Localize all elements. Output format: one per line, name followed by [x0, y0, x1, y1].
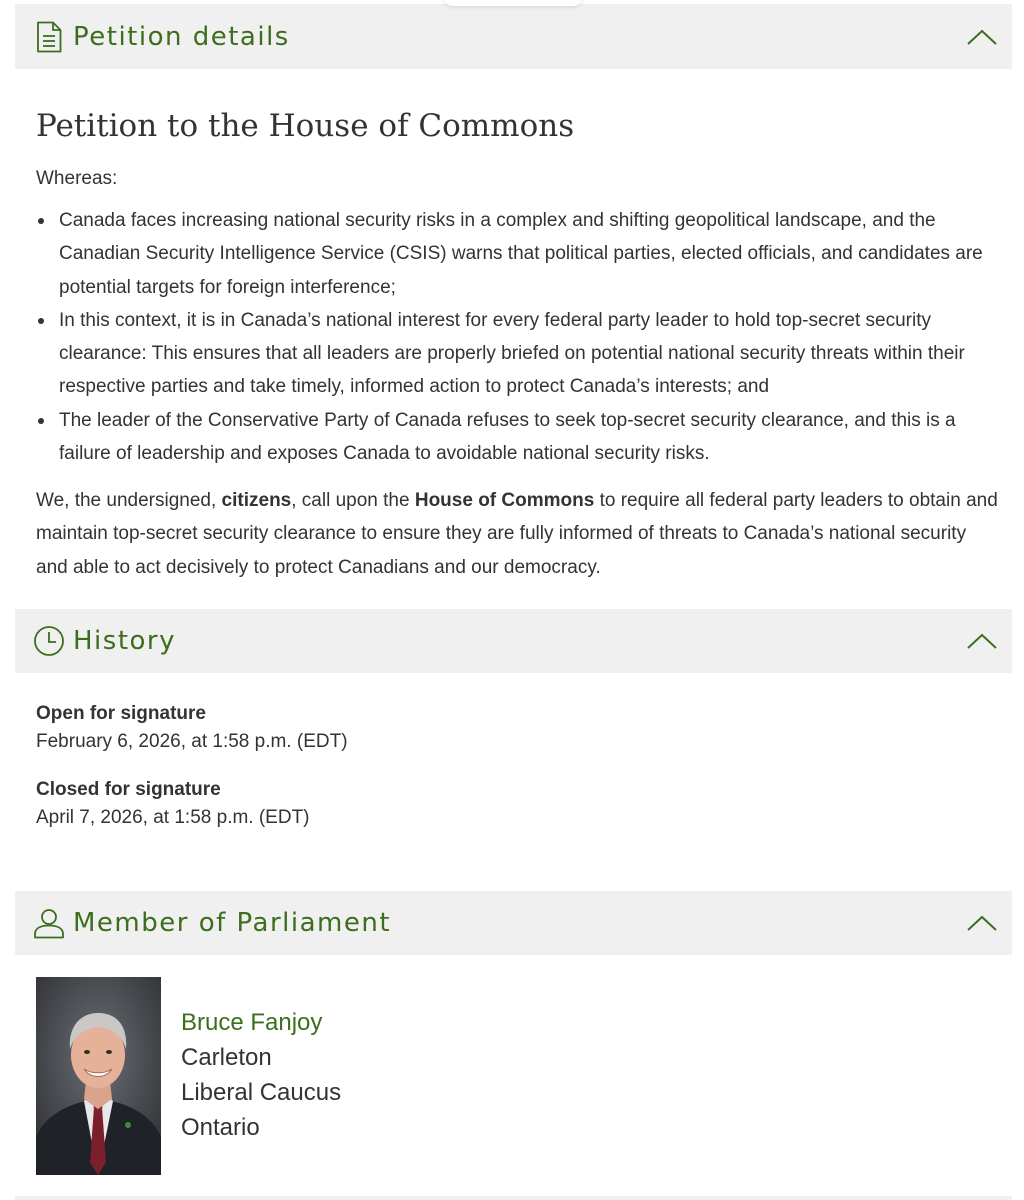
chevron-up-icon[interactable]: [966, 27, 998, 47]
whereas-list: [36, 204, 996, 470]
petition-details-header[interactable]: [15, 4, 1012, 69]
history-closed-label: Closed for signature: [36, 779, 221, 800]
mp-caucus: Liberal Caucus: [181, 1079, 342, 1106]
prayer-bold-house: House of Commons: [414, 490, 595, 511]
section-title: Member of Parliament: [73, 908, 392, 938]
section-title: Petition details: [73, 21, 290, 52]
prayer-bold-citizens: citizens: [221, 490, 292, 511]
member-of-parliament-header[interactable]: [15, 891, 1012, 955]
mp-riding: Carleton: [181, 1044, 272, 1071]
divider: [15, 1196, 1012, 1200]
clock-icon: [33, 625, 65, 657]
history-closed-date: April 7, 2026, at 1:58 p.m. (EDT): [36, 807, 310, 828]
history-header[interactable]: [15, 609, 1012, 673]
prayer-text: , call upon the: [291, 490, 415, 511]
history-open-date: February 6, 2026, at 1:58 p.m. (EDT): [36, 731, 348, 752]
person-icon: [33, 907, 65, 939]
list-item: Canada faces increasing national security risks in a complex and shifting geopolitical landscape, and the Canadian Security Intelligence Service (CSIS) warns that political parties, elected officials, and candidates are potential targets for foreign interference;: [36, 204, 996, 304]
mp-province: Ontario: [181, 1114, 260, 1141]
list-item: The leader of the Conservative Party of Canada refuses to seek top-secret security clearance, and this is a failure of leadership and exposes Canada to avoidable national security risks.: [36, 404, 996, 471]
prayer-text: to require all federal party leaders to obtain and maintain top-secret security clearance to ensure they are fully informed of threats to Canada’s national security and able to act decisively to protect Canadians and our democracy.: [36, 490, 998, 578]
section-title: History: [73, 626, 176, 656]
prayer-text: We, the undersigned,: [36, 490, 222, 511]
chevron-up-icon[interactable]: [966, 913, 998, 933]
mp-name-link[interactable]: Bruce Fanjoy: [181, 1009, 323, 1036]
mp-info: [181, 1005, 341, 1145]
whereas-label: Whereas:: [36, 168, 118, 189]
mp-photo[interactable]: [36, 977, 161, 1175]
document-icon: [33, 21, 65, 53]
history-open-label: Open for signature: [36, 703, 206, 724]
history-open: [36, 700, 348, 756]
prayer-paragraph: [36, 484, 998, 584]
list-item: In this context, it is in Canada’s national interest for every federal party leader to hold top-secret security clearance: This ensures that all leaders are properly briefed on potential national security threats within their respective parties and take timely, informed action to protect Canada’s interests; and: [36, 304, 996, 404]
history-closed: [36, 776, 310, 832]
top-tab-handle: [443, 0, 583, 6]
petition-title: Petition to the House of Commons: [36, 108, 575, 144]
chevron-up-icon[interactable]: [966, 631, 998, 651]
